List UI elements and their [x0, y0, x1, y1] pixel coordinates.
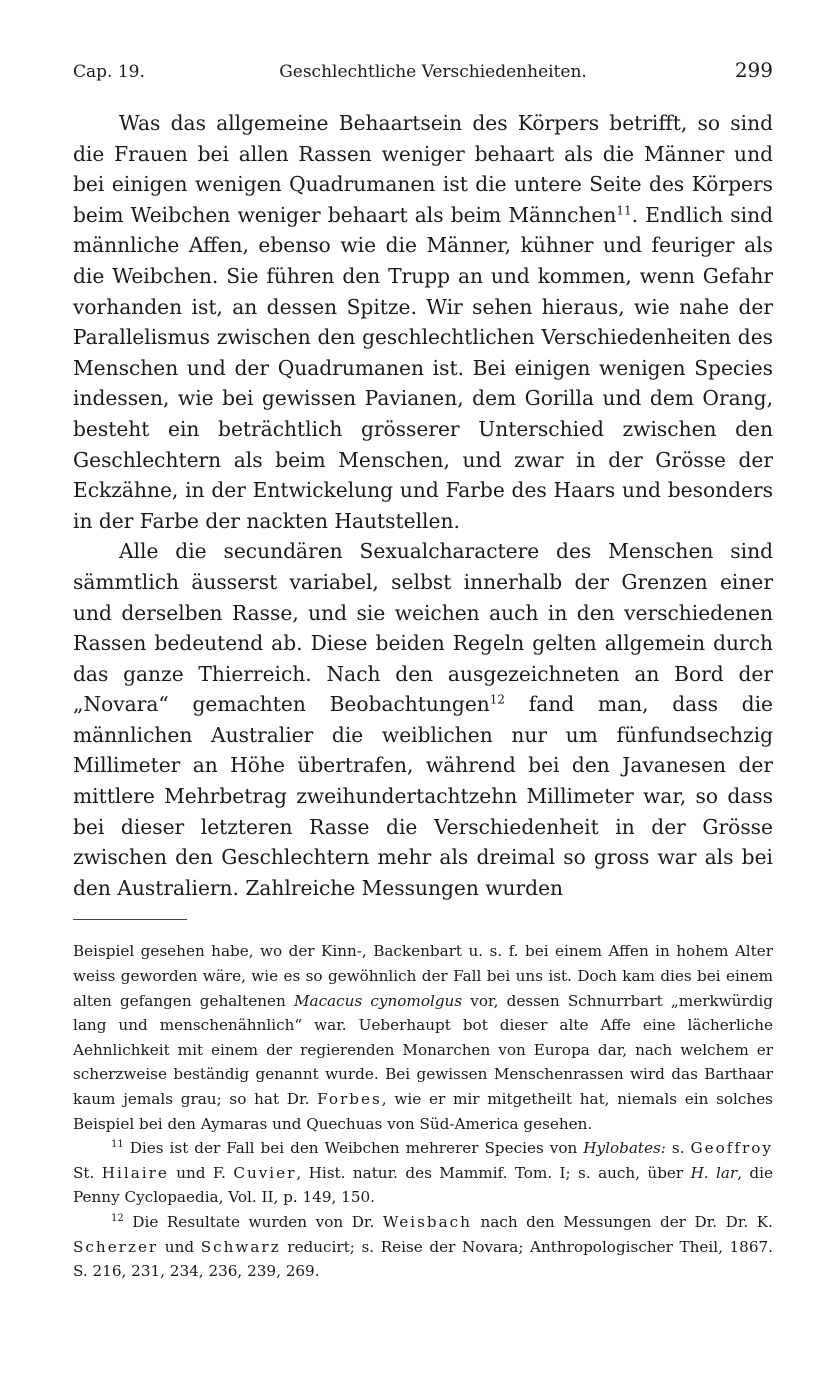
author-name: Weisbach — [382, 1212, 472, 1231]
paragraph-text: Was das allgemeine Behaartsein des Körpers betrifft, so sind die Frauen bei allen Rassen weniger behaart als die Männer und bei einigen wenigen Quadrumanen ist die untere Seite des Körpers beim Weibchen weniger behaart als beim Männchen — [73, 111, 773, 227]
footnotes — [73, 939, 773, 1283]
footnote-text: und F. — [168, 1163, 234, 1182]
footnote-text: Die Resultate wurden von Dr. — [123, 1212, 383, 1231]
chapter-label: Cap. 19. — [73, 62, 145, 82]
paragraph-text: Alle die secundären Sexualcharactere des Menschen sind sämmtlich äusserst variabel, selbst innerhalb der Grenzen einer und derselben Rasse, und sie weichen auch in den verschiedenen Rassen bedeutend ab. Diese beiden Regeln gelten allgemein durch das ganze Thierreich. Nach den ausgezeichneten an Bord der „Novara“ gemachten Beobachtungen — [73, 539, 773, 717]
footnote-text: Dies ist der Fall bei den Weibchen mehrerer Species von — [123, 1139, 584, 1158]
author-name: Hilaire — [101, 1163, 169, 1182]
author-name: Scherzer — [73, 1237, 159, 1256]
paragraph-text: . Endlich sind männliche Affen, ebenso wie die Männer, kühner und feuriger als die Weibchen. Sie führen den Trupp an und kommen, wenn Gefahr vorhanden ist, an dessen Spitze. Wir sehen hieraus, wie nahe der Parallelismus zwischen den geschlechtlichen Verschiedenheiten des Menschen und der Quadrumanen ist. Bei einigen wenigen Species indessen, wie bei gewissen Pavianen, dem Gorilla und dem Orang, besteht ein beträchtlich grösserer Unterschied zwischen den Geschlechtern als beim Menschen, und zwar in der Grösse der Eckzähne, in der Entwickelung und Farbe des Haars und besonders in der Farbe der nackten Hautstellen. — [73, 202, 773, 533]
footnote-ref: 12 — [489, 692, 506, 707]
footnote-text: , Hist. natur. des Mammif. Tom. I; s. auch, über — [296, 1163, 691, 1182]
species-name: H. lar — [690, 1163, 738, 1182]
paragraph-text: fand man, dass die männlichen Australier die weiblichen nur um fünfundsechzig Millimeter an Höhe übertrafen, während bei den Javanesen der mittlere Mehrbetrag zweihundertachtzehn Millimeter war, so dass bei dieser letzteren Rasse die Verschiedenheit in der Grösse zwischen den Geschlechtern mehr als dreimal so gross war als bei den Australiern. Zahlreiche Messungen wurden — [73, 692, 773, 900]
footnote-number: 12 — [111, 1212, 124, 1224]
footnote-12 — [73, 1210, 773, 1284]
species-name: Hylobates: — [583, 1139, 666, 1158]
footnote-text: Beispiel gesehen habe, wo der Kinn-, Backenbart u. s. f. bei einem Affen in hohem Alter weiss geworden wäre, wie es so gewöhnlich der Fall bei uns ist. Doch kam dies bei einem alten gefangen gehaltenen — [73, 942, 773, 1010]
footnote-text: s. — [665, 1139, 691, 1158]
footnote-text: vor, dessen Schnurrbart „merkwürdig lang und menschenähnlich“ war. Ueberhaupt bot dieser alte Affe eine lächerliche Aehnlichkeit mit einem der regierenden Monarchen von Europa dar, nach welchem er scherzweise beständig genannt wurde. Bei gewissen Menschenrassen wird das Barthaar kaum jemals grau; so hat Dr. — [73, 991, 773, 1108]
paragraph — [73, 536, 773, 903]
running-head — [73, 58, 773, 88]
author-name: Schwarz — [200, 1237, 281, 1256]
author-name: Geoffroy — [690, 1139, 773, 1158]
footnote-text: , die Penny Cyclopaedia, Vol. II, p. 149, 150. — [73, 1163, 773, 1207]
footnote-text: nach den Messungen der Dr. Dr. K. — [471, 1212, 773, 1231]
footnote-number: 11 — [111, 1139, 124, 1151]
footnote-text: St. — [73, 1163, 102, 1182]
running-title: Geschlechtliche Verschiedenheiten. — [279, 62, 587, 82]
book-page — [73, 58, 773, 1284]
footnote-11 — [73, 1136, 773, 1210]
footnote-text: reducirt; s. Reise der Novara; Anthropologischer Theil, 1867. S. 216, 231, 234, 236, 239, 269. — [73, 1237, 773, 1281]
footnote-text: , wie er mir mitgetheilt hat, niemals ein solches Beispiel bei den Aymaras und Quechuas von Süd-America gesehen. — [73, 1090, 773, 1133]
species-name: Macacus cynomolgus — [294, 991, 463, 1010]
footnote-text: und — [158, 1237, 201, 1256]
author-name: Forbes — [317, 1090, 382, 1108]
footnote-separator — [73, 919, 187, 920]
footnote-ref: 11 — [616, 203, 632, 218]
main-text — [73, 108, 773, 903]
page-number: 299 — [734, 58, 773, 82]
paragraph — [73, 108, 773, 536]
footnote-continuation — [73, 939, 773, 1136]
author-name: Cuvier — [233, 1163, 297, 1182]
